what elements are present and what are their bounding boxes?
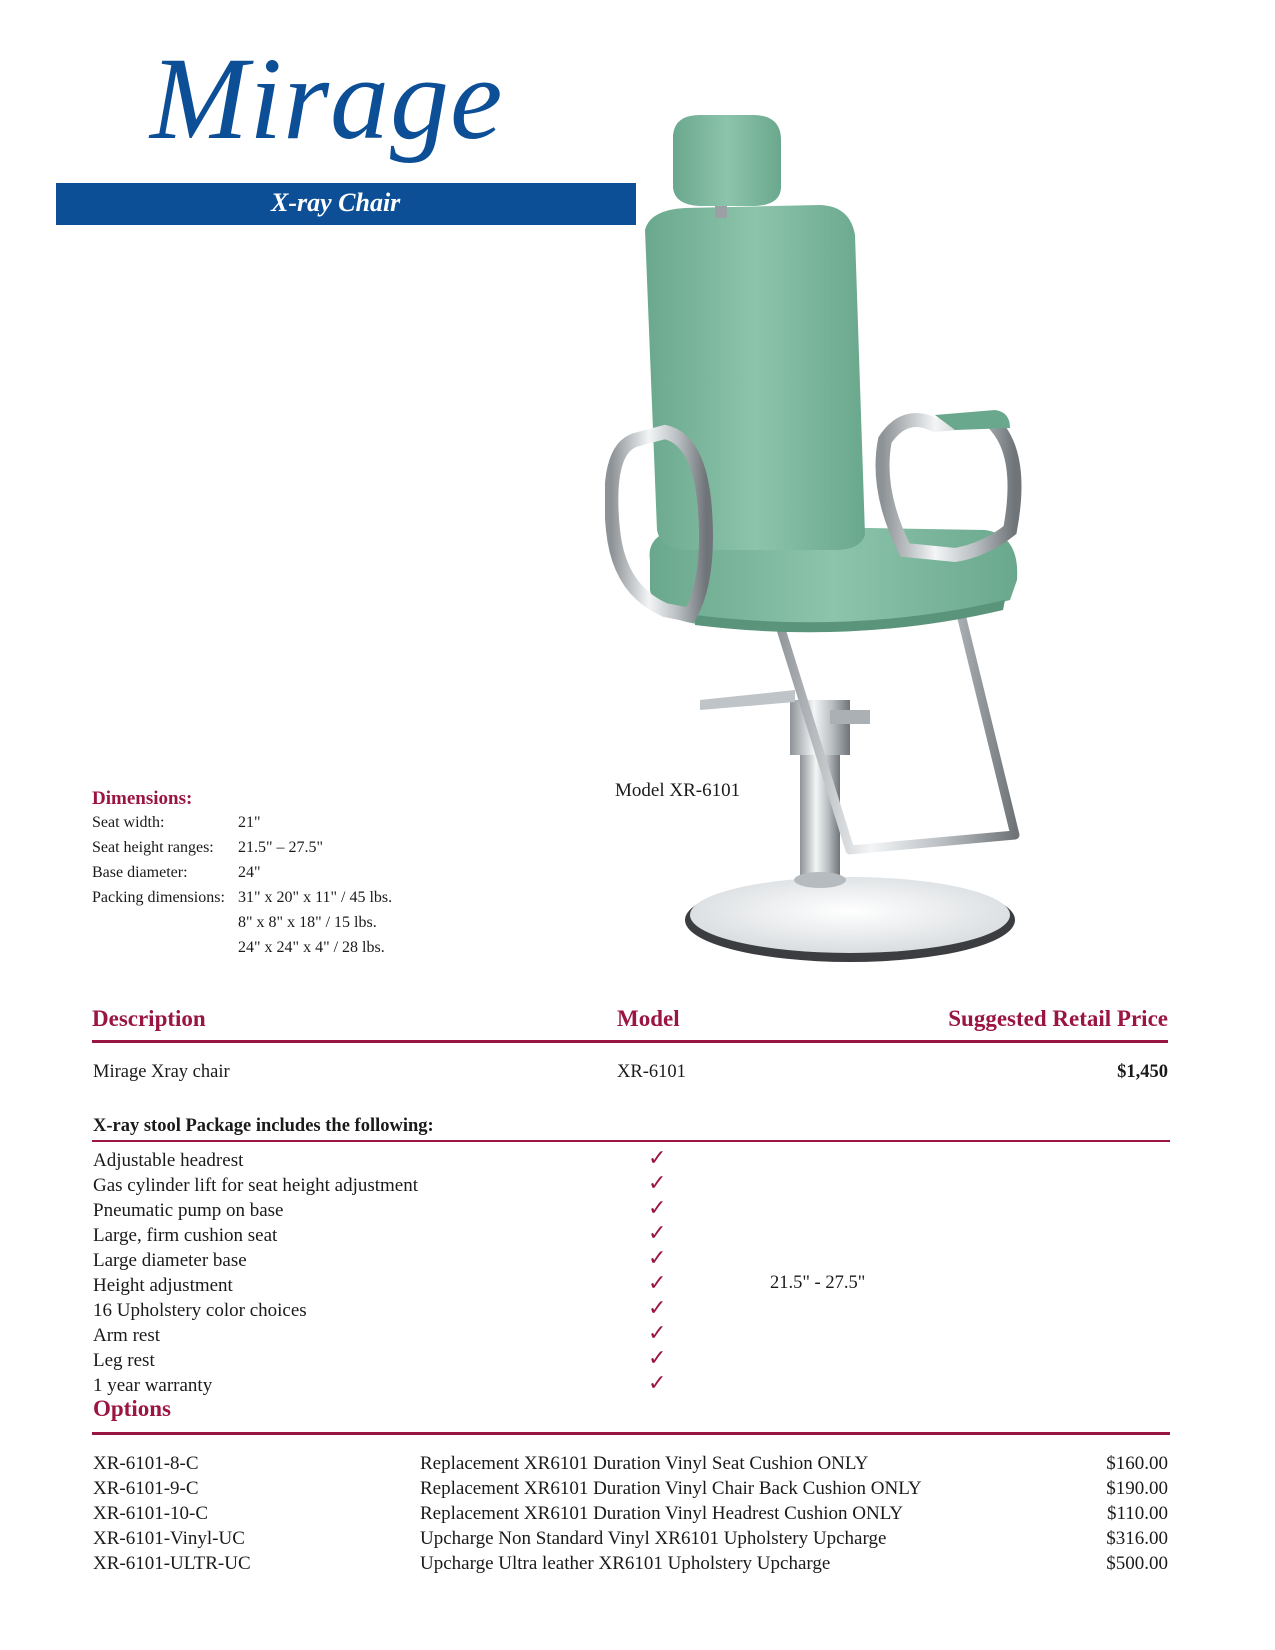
chair-image [605, 110, 1125, 1010]
options-divider [92, 1432, 1170, 1435]
check-icon: ✓ [648, 1270, 667, 1295]
check-icon: ✓ [648, 1370, 667, 1395]
check-icon: ✓ [648, 1345, 667, 1370]
dimension-value: 21.5" – 27.5" [238, 839, 324, 856]
check-icon: ✓ [648, 1320, 667, 1345]
option-description: Replacement XR6101 Duration Vinyl Seat Cushion ONLY [420, 1453, 869, 1474]
check-icon: ✓ [648, 1170, 667, 1195]
package-title: X-ray stool Package includes the following: [93, 1116, 434, 1136]
check-icon: ✓ [648, 1295, 667, 1320]
option-code: XR-6101-ULTR-UC [93, 1553, 251, 1574]
product-model: XR-6101 [617, 1062, 686, 1082]
check-icon: ✓ [648, 1195, 667, 1220]
product-price: $1,450 [1117, 1062, 1168, 1082]
feature-item: Height adjustment [93, 1275, 233, 1296]
subtitle-text: X-ray Chair [271, 188, 401, 217]
option-description: Upcharge Non Standard Vinyl XR6101 Upholstery Upcharge [420, 1528, 887, 1549]
dimensions-title: Dimensions: [92, 788, 193, 809]
dimension-value: 24" [238, 864, 261, 881]
option-description: Upcharge Ultra leather XR6101 Upholstery Upcharge [420, 1553, 831, 1574]
description-header: Description [92, 1006, 206, 1031]
feature-item: Large, firm cushion seat [93, 1225, 278, 1246]
dimension-label: Base diameter: [92, 864, 188, 881]
chair-back [645, 205, 865, 550]
option-price: $190.00 [1106, 1478, 1168, 1499]
dimension-label: Seat height ranges: [92, 839, 214, 856]
headrest [673, 115, 781, 206]
feature-item: 16 Upholstery color choices [93, 1300, 307, 1321]
option-descriptions [420, 1451, 922, 1576]
feature-item: Arm rest [93, 1325, 161, 1346]
gas-cylinder [800, 750, 840, 880]
price-header: Suggested Retail Price [948, 1006, 1168, 1031]
dimension-label: Packing dimensions: [92, 889, 225, 906]
dimension-value: 24" x 24" x 4" / 28 lbs. [238, 939, 385, 956]
subtitle-banner [56, 183, 636, 225]
dimension-row [92, 810, 392, 835]
check-icon: ✓ [648, 1145, 667, 1170]
option-code: XR-6101-10-C [93, 1503, 209, 1524]
option-price: $500.00 [1106, 1553, 1168, 1574]
dimension-label: Seat width: [92, 814, 165, 831]
dimension-row [92, 885, 392, 910]
dimension-value: 31" x 20" x 11" / 45 lbs. [238, 889, 393, 906]
check-column [648, 1145, 666, 1395]
feature-item: Leg rest [93, 1350, 155, 1371]
dimension-row [92, 835, 392, 860]
feature-list [93, 1148, 418, 1398]
brand-title: Mirage [150, 33, 504, 164]
feature-item: Adjustable headrest [93, 1150, 244, 1171]
height-range-note: 21.5" - 27.5" [770, 1273, 866, 1293]
option-price: $316.00 [1106, 1528, 1168, 1549]
feature-item: Pneumatic pump on base [93, 1200, 284, 1221]
dimension-value: 8" x 8" x 18" / 15 lbs. [238, 914, 377, 931]
dimension-label [92, 935, 238, 960]
feature-item: 1 year warranty [93, 1375, 213, 1396]
dimension-label [92, 910, 238, 935]
option-prices [1106, 1451, 1168, 1576]
option-price: $160.00 [1106, 1453, 1168, 1474]
dimensions-list [92, 810, 392, 960]
dimension-value: 21" [238, 814, 261, 831]
option-codes [93, 1451, 251, 1576]
dimension-row [92, 860, 392, 885]
option-description: Replacement XR6101 Duration Vinyl Headrest Cushion ONLY [420, 1503, 904, 1524]
feature-item: Gas cylinder lift for seat height adjustment [93, 1175, 419, 1196]
product-description: Mirage Xray chair [93, 1062, 230, 1082]
header-divider [92, 1040, 1168, 1043]
option-code: XR-6101-8-C [93, 1453, 199, 1474]
option-description: Replacement XR6101 Duration Vinyl Chair Back Cushion ONLY [420, 1478, 922, 1499]
dimension-row [92, 935, 392, 960]
dimension-row [92, 910, 392, 935]
options-title: Options [93, 1396, 171, 1421]
package-divider [92, 1140, 1170, 1142]
check-icon: ✓ [648, 1245, 667, 1270]
check-icon: ✓ [648, 1220, 667, 1245]
option-code: XR-6101-Vinyl-UC [93, 1528, 245, 1549]
model-caption: Model XR-6101 [615, 780, 741, 801]
option-price: $110.00 [1106, 1503, 1168, 1524]
option-code: XR-6101-9-C [93, 1478, 199, 1499]
model-header: Model [617, 1006, 680, 1031]
feature-item: Large diameter base [93, 1250, 247, 1271]
